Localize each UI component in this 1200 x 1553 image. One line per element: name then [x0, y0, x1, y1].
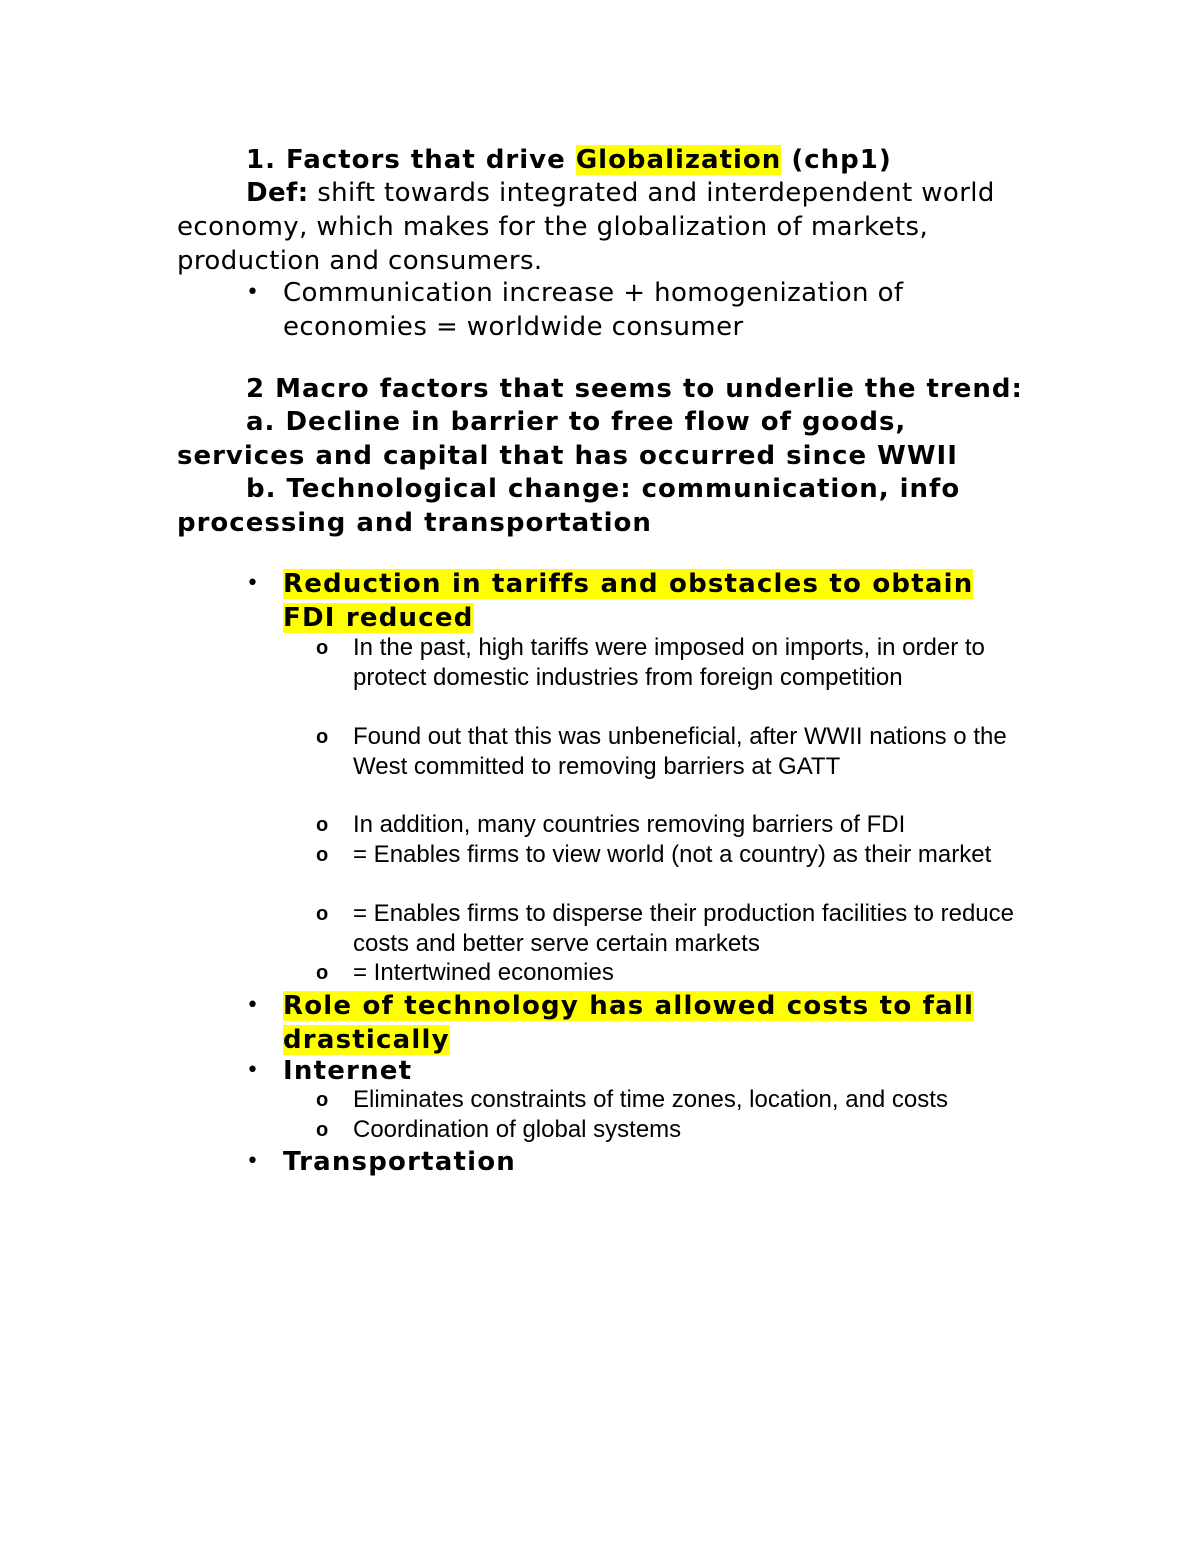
macro-heading: 2 Macro factors that seems to underlie the trend:	[246, 374, 1023, 404]
highlighted-term: Globalization	[575, 145, 782, 175]
bullet-icon: o	[316, 903, 329, 925]
bullet-icon: o	[316, 962, 329, 984]
bullet-icon: •	[246, 1058, 260, 1083]
list-item: o Found out that this was unbeneficial, after WWII nations o the West committed to removing barriers at GATT	[316, 723, 1007, 780]
definition-text: shift towards integrated and interdependent world economy, which makes for the globalization of markets, production and consumers.	[177, 178, 995, 276]
section-label-transportation: • Transportation	[246, 1147, 517, 1177]
definition-paragraph	[177, 176, 1027, 278]
list-item: o = Enables firms to disperse their production facilities to reduce costs and better serve certain markets	[316, 900, 1014, 957]
list-item: o = Enables firms to view world (not a country) as their market	[316, 840, 1036, 870]
bullet-icon: •	[246, 993, 260, 1018]
definition-label: Def:	[246, 178, 309, 208]
factor-b: b. Technological change: communication, info processing and transportation	[177, 474, 961, 538]
page-heading: 1. Factors that drive Globalization (chp1)	[246, 145, 892, 175]
bullet-icon: o	[316, 1089, 329, 1111]
list-item: o In addition, many countries removing barriers of FDI	[316, 810, 1036, 840]
bullet-icon: o	[316, 844, 329, 866]
bullet-icon: •	[246, 571, 260, 596]
list-item: o In the past, high tariffs were imposed on imports, in order to protect domestic industries from foreign competition	[316, 634, 985, 691]
list-item: o Eliminates constraints of time zones, location, and costs	[316, 1085, 1036, 1115]
bullet-icon: •	[246, 1149, 260, 1174]
section-title-technology: • Role of technology has allowed costs to fall drastically	[246, 991, 975, 1055]
list-item: • Communication increase + homogenization of economies = worldwide consumer	[246, 278, 904, 342]
bullet-icon: o	[316, 726, 329, 748]
bullet-icon: o	[316, 637, 329, 659]
section-label-internet: • Internet	[246, 1056, 413, 1086]
list-item: o = Intertwined economies	[316, 958, 1036, 988]
bullet-icon: •	[246, 280, 260, 305]
bullet-icon: o	[316, 814, 329, 836]
list-item: o Coordination of global systems	[316, 1115, 1036, 1145]
section-title-tariffs: • Reduction in tariffs and obstacles to obtain FDI reduced	[246, 569, 974, 633]
factor-a: a. Decline in barrier to free flow of goods, services and capital that has occurred since WWII	[177, 407, 958, 471]
bullet-icon: o	[316, 1119, 329, 1141]
